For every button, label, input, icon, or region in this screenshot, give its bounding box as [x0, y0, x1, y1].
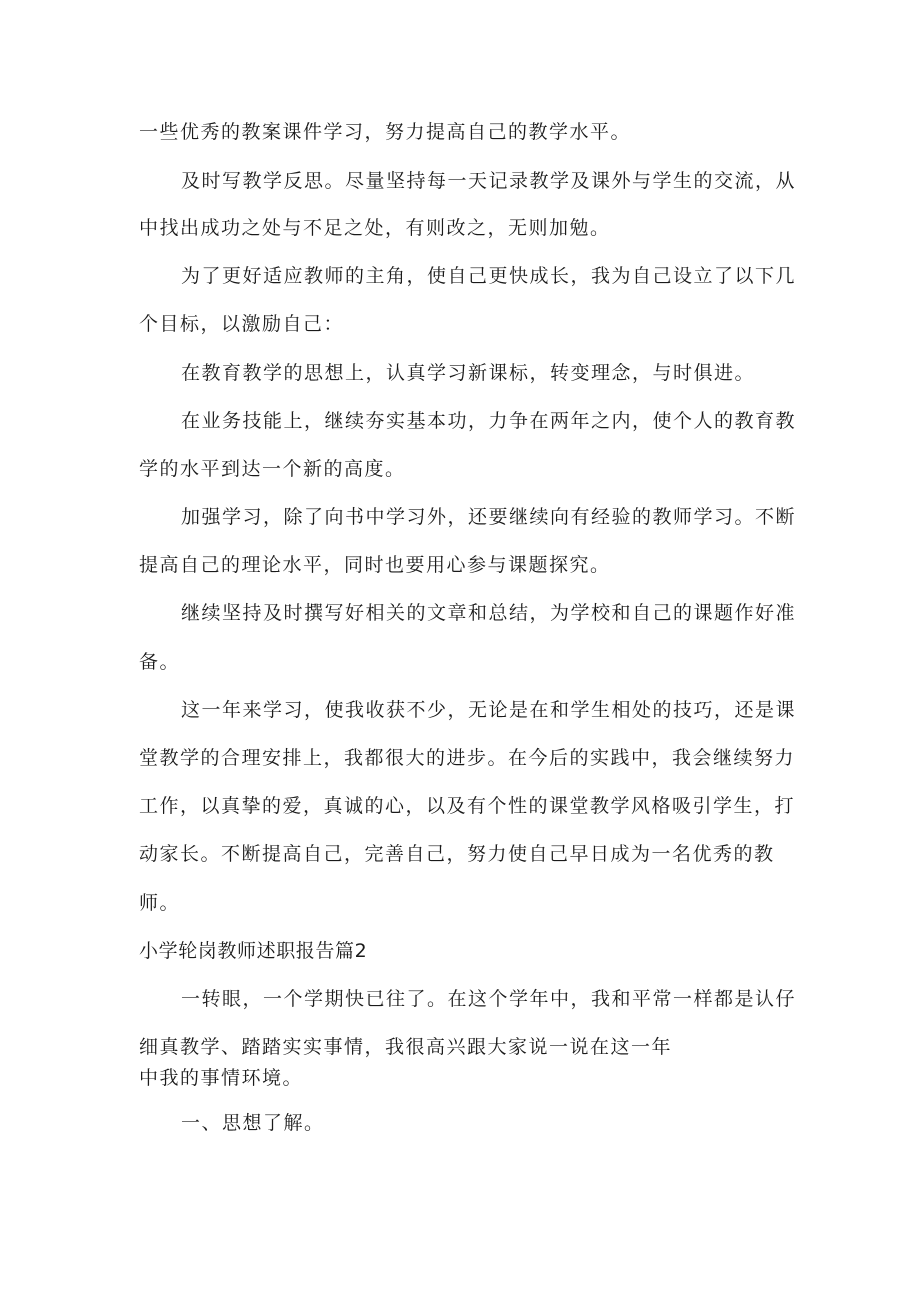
paragraph-line: 在教育教学的思想上，认真学习新课标，转变理念，与时俱进。 — [181, 362, 756, 384]
paragraph-line: 个目标，以激励自己： — [139, 313, 345, 335]
paragraph-line: 一转眼，一个学期快已往了。在这个学年中，我和平常一样都是认仔 — [181, 988, 797, 1010]
paragraph-line: 继续坚持及时撰写好相关的文章和总结，为学校和自己的课题作好准 — [181, 602, 797, 624]
paragraph-line: 在业务技能上，继续夯实基本功，力争在两年之内，使个人的教育教 — [181, 410, 797, 432]
paragraph-line: 提高自己的理论水平，同时也要用心参与课题探究。 — [139, 554, 611, 576]
paragraph-line: 中找出成功之处与不足之处，有则改之，无则加勉。 — [139, 217, 611, 239]
paragraph-line: 及时写教学反思。尽量坚持每一天记录教学及课外与学生的交流，从 — [181, 170, 797, 192]
paragraph-line: 一、思想了解。 — [181, 1112, 325, 1134]
paragraph-line: 备。 — [139, 651, 181, 673]
paragraph-line: 细真教学、踏踏实实事情，我很高兴跟大家说一说在这一年 — [139, 1036, 673, 1058]
paragraph-line: 师。 — [139, 892, 181, 914]
paragraph-line: 动家长。不断提高自己，完善自己，努力使自己早日成为一名优秀的教 — [139, 843, 775, 865]
paragraph-line: 工作，以真挚的爱，真诚的心，以及有个性的课堂教学风格吸引学生，打 — [139, 795, 796, 817]
paragraph-line: 一些优秀的教案课件学习，努力提高自己的教学水平。 — [139, 121, 632, 143]
paragraph-line: 中我的事情环境。 — [139, 1067, 304, 1089]
paragraph-line: 为了更好适应教师的主角，使自己更快成长，我为自己设立了以下几 — [181, 265, 797, 287]
section-heading: 小学轮岗教师述职报告篇2 — [139, 940, 368, 962]
paragraph-line: 堂教学的合理安排上，我都很大的进步。在今后的实践中，我会继续努力 — [139, 747, 796, 769]
paragraph-line: 这一年来学习，使我收获不少，无论是在和学生相处的技巧，还是课 — [181, 699, 797, 721]
paragraph-line: 加强学习，除了向书中学习外，还要继续向有经验的教师学习。不断 — [181, 506, 797, 528]
paragraph-line: 学的水平到达一个新的高度。 — [139, 458, 406, 480]
